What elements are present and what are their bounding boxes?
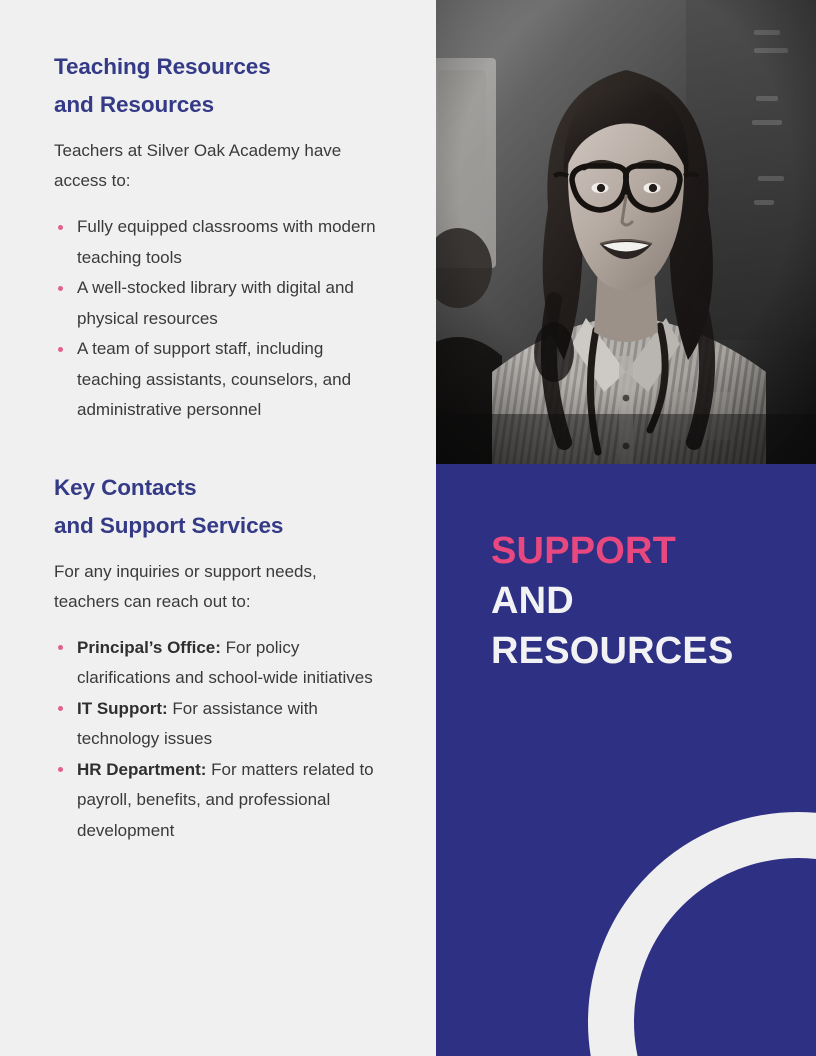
- list-item: [54, 212, 377, 273]
- list-item-text: A well-stocked library with digital and physical resources: [77, 278, 354, 328]
- page-title: [491, 526, 791, 676]
- heading-line-1: Teaching Resources: [54, 54, 271, 79]
- section-key-contacts: [54, 469, 396, 847]
- decorative-ring-shape: [588, 812, 816, 1056]
- title-line-2: AND: [491, 580, 574, 622]
- list-item-text: Fully equipped classrooms with modern teaching tools: [77, 217, 376, 267]
- title-line-1: SUPPORT: [491, 530, 677, 572]
- bullet-dot-icon: [58, 225, 63, 230]
- bullet-dot-icon: [58, 645, 63, 650]
- bullet-dot-icon: [58, 347, 63, 352]
- right-visual-column: [436, 0, 816, 1056]
- list-item-text: For assistance with technology issues: [77, 698, 318, 748]
- bullet-dot-icon: [58, 706, 63, 711]
- bullet-list-key-contacts: [54, 633, 396, 847]
- portrait-illustration: [436, 0, 816, 464]
- list-item: [54, 273, 377, 334]
- list-item-label: HR Department:: [77, 759, 207, 779]
- section-teaching-resources: [54, 48, 396, 426]
- list-item-text: A team of support staff, including teaching assistants, counselors, and administrative personnel: [77, 339, 352, 419]
- heading-line-2: and Support Services: [54, 512, 284, 538]
- list-item: [54, 633, 377, 694]
- teacher-portrait-photo: [436, 0, 816, 464]
- section-heading: [54, 469, 396, 545]
- title-line-3: RESOURCES: [491, 630, 734, 672]
- bullet-list-teaching-resources: [54, 212, 396, 426]
- bullet-dot-icon: [58, 767, 63, 772]
- bullet-dot-icon: [58, 286, 63, 291]
- section-intro-text: Teachers at Silver Oak Academy have access to:: [54, 141, 342, 190]
- section-intro-text: For any inquiries or support needs, teachers can reach out to:: [54, 561, 317, 611]
- list-item-label: Principal’s Office:: [77, 637, 221, 657]
- list-item: [54, 755, 377, 847]
- list-item: [54, 334, 377, 426]
- section-heading: [54, 48, 396, 124]
- blue-title-panel: [436, 464, 816, 1056]
- heading-line-2: and Resources: [54, 92, 215, 117]
- list-item-text: For policy clarifications and school-wide initiatives: [77, 637, 373, 687]
- list-item-label: IT Support:: [77, 698, 168, 718]
- heading-line-1: Key Contacts: [54, 474, 197, 500]
- list-item: [54, 694, 377, 755]
- list-item-text: For matters related to payroll, benefits, and professional development: [77, 759, 374, 840]
